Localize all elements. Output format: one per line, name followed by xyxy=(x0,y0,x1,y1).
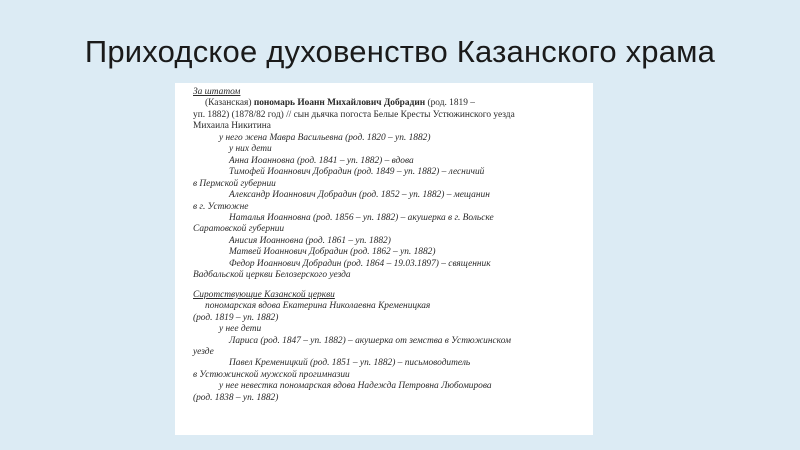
text-line: уезде xyxy=(193,346,214,357)
text-line: у них дети xyxy=(229,144,272,155)
text-line: Михаила Никитина xyxy=(193,121,271,132)
slide-title: Приходское духовенство Казанского храма xyxy=(84,34,716,69)
text-line: Тимофей Иоаннович Добрадин (род. 1849 – уп. 1882) – лесничий xyxy=(229,167,485,178)
text-line: у нее невестка пономарская вдова Надежда Петровна Любомирова xyxy=(219,381,492,392)
text-line: Александр Иоаннович Добрадин (род. 1852 – уп. 1882) – мещанин xyxy=(229,190,490,201)
text-line: (род. 1819 – уп. 1882) xyxy=(193,312,279,323)
text-line: в г. Устюжне xyxy=(193,201,249,212)
entry-prefix: (Казанская) xyxy=(205,98,254,109)
text-line: Анна Иоанновна (род. 1841 – уп. 1882) – вдова xyxy=(229,155,414,166)
section-gap xyxy=(193,282,587,290)
entry-header xyxy=(193,98,587,109)
entry-dates: (род. 1819 – xyxy=(425,98,475,109)
text-line: у него жена Мавра Васильевна (род. 1820 – уп. 1882) xyxy=(219,132,431,143)
text-line: в Пермской губернии xyxy=(193,178,276,189)
section-heading: Сиротствующие Казанской церкви xyxy=(193,289,335,300)
text-line: Наталья Иоанновна (род. 1856 – уп. 1882) – акушерка в г. Вольске xyxy=(229,212,494,223)
section-heading: За штатом xyxy=(193,87,241,97)
text-line: в Устюжинской мужской прогимназии xyxy=(193,369,350,380)
text-line: Анисия Иоанновна (род. 1861 – уп. 1882) xyxy=(229,235,391,246)
text-line: Матвей Иоаннович Добрадин (род. 1862 – уп. 1882) xyxy=(229,247,436,258)
text-line: уп. 1882) (1878/82 год) // сын дьячка погоста Белые Кресты Устюжинского уезда xyxy=(193,109,515,120)
text-line: Федор Иоаннович Добрадин (род. 1864 – 19.03.1897) – священник xyxy=(229,258,491,269)
text-line: (род. 1838 – уп. 1882) xyxy=(193,392,279,403)
text-line: Саратовской губернии xyxy=(193,224,285,235)
text-line: пономарская вдова Екатерина Николаевна Кременицкая xyxy=(205,301,431,312)
text-line: Лариса (род. 1847 – уп. 1882) – акушерка от земства в Устюжинском xyxy=(229,335,512,346)
text-line: у нее дети xyxy=(219,324,262,335)
text-line: Вадбальской церкви Белозерского уезда xyxy=(193,270,351,281)
person-name: пономарь Иоанн Михайлович Добрадин xyxy=(253,98,426,109)
text-line: Павел Кременицкий (род. 1851 – уп. 1882) – письмоводитель xyxy=(229,358,471,369)
document-scan xyxy=(175,83,593,435)
